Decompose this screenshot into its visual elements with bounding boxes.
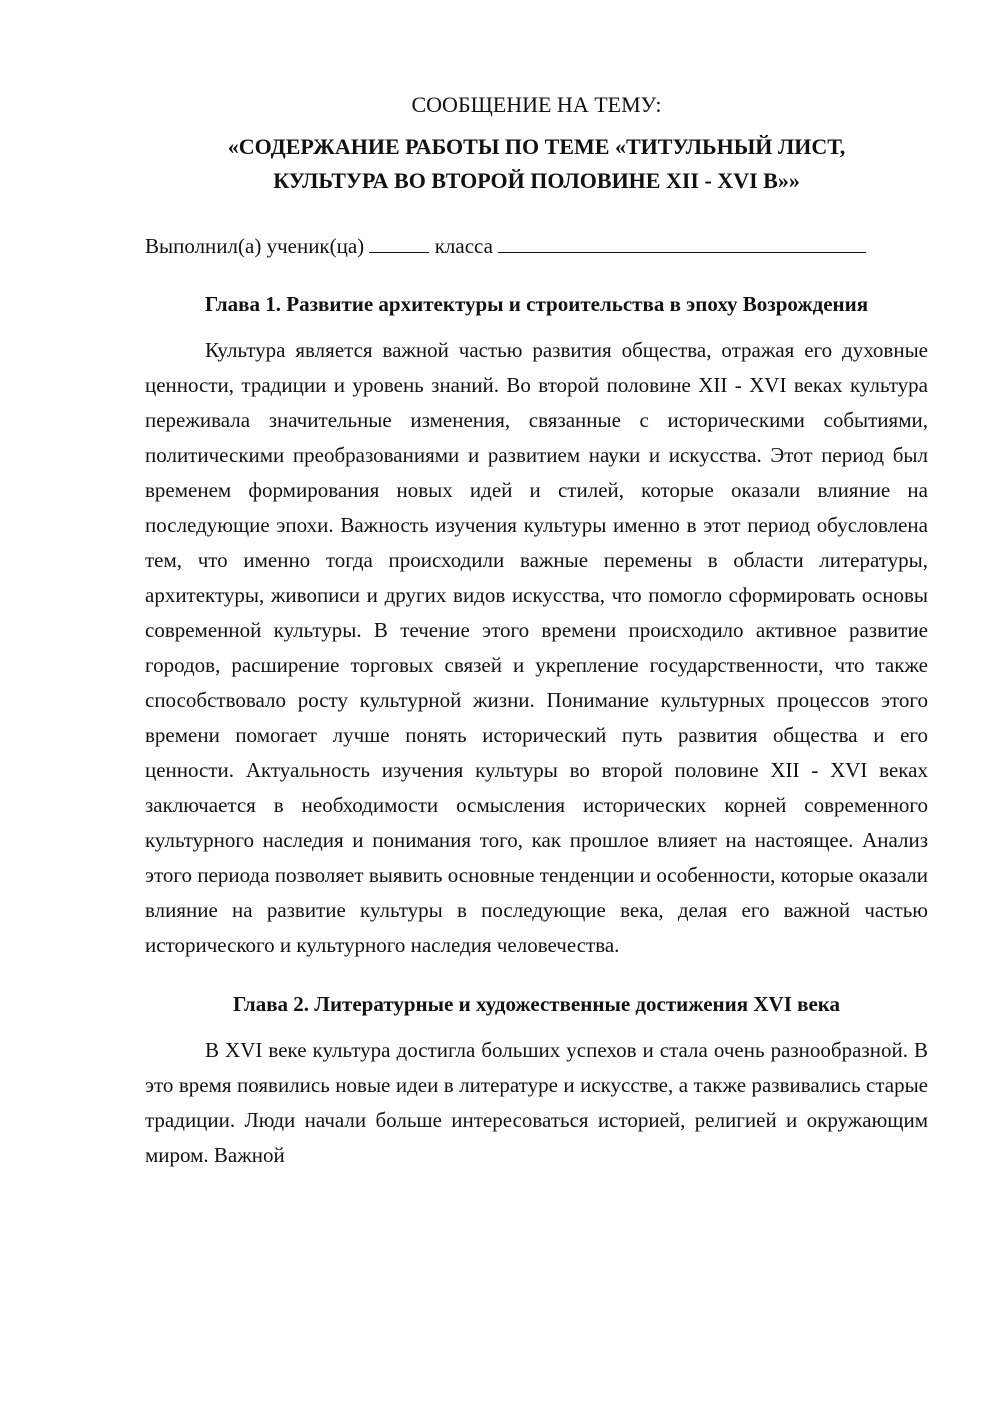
chapter-1-paragraph: Культура является важной частью развития общества, отражая его духовные ценности, традиции и уровень знаний. Во второй половине XII - XVI веках культура переживала значительные изменения, связанные с историческими событиями, политическими преобразованиями и развитием науки и искусства. Этот период был временем формирования новых идей и стилей, которые оказали влияние на последующие эпохи. Важность изучения культуры именно в этот период обусловлена тем, что именно тогда происходили важные перемены в области литературы, архитектуры, живописи и других видов искусства, что помогло сформировать основы современной культуры. В течение этого времени происходило активное развитие городов, расширение торговых связей и укрепление государственности, что также способствовало росту культурной жизни. Понимание культурных процессов этого времени помогает лучше понять исторический путь развития общества и его ценности. Актуальность изучения культуры во второй половине XII - XVI веках заключается в необходимости осмысления исторических корней современного культурного наследия и понимания того, как прошлое влияет на настоящее. Анализ этого периода позволяет выявить основные тенденции и особенности, которые оказали влияние на развитие культуры в последующие века, делая его важной частью исторического и культурного наследия человечества. bbox=[145, 338, 928, 957]
document-title bbox=[145, 130, 928, 198]
class-label: класса bbox=[434, 234, 493, 258]
document-subject: СООБЩЕНИЕ НА ТЕМУ: bbox=[411, 92, 662, 117]
chapter-1-heading: Глава 1. Развитие архитектуры и строительства в эпоху Возрождения bbox=[204, 292, 869, 316]
grade-blank-field bbox=[369, 230, 429, 253]
document-title-line-2: КУЛЬТУРА ВО ВТОРОЙ ПОЛОВИНЕ XII - XVI В»» bbox=[273, 168, 800, 193]
author-line bbox=[145, 230, 928, 261]
chapter-2-heading: Глава 2. Литературные и художественные достижения XVI века bbox=[232, 992, 841, 1016]
document-title-line-1: «СОДЕРЖАНИЕ РАБОТЫ ПО ТЕМЕ «ТИТУЛЬНЫЙ ЛИСТ, bbox=[227, 134, 846, 159]
chapter-2-paragraph: В XVI веке культура достигла больших успехов и стала очень разнообразной. В это время появились новые идеи в литературе и искусстве, а также развивались старые традиции. Люди начали больше интересоваться историей, религией и окружающим миром. Важной bbox=[145, 1038, 928, 1167]
author-label: Выполнил(а) ученик(ца) bbox=[145, 234, 365, 258]
class-blank-field bbox=[498, 230, 866, 253]
document-page bbox=[145, 88, 928, 1173]
